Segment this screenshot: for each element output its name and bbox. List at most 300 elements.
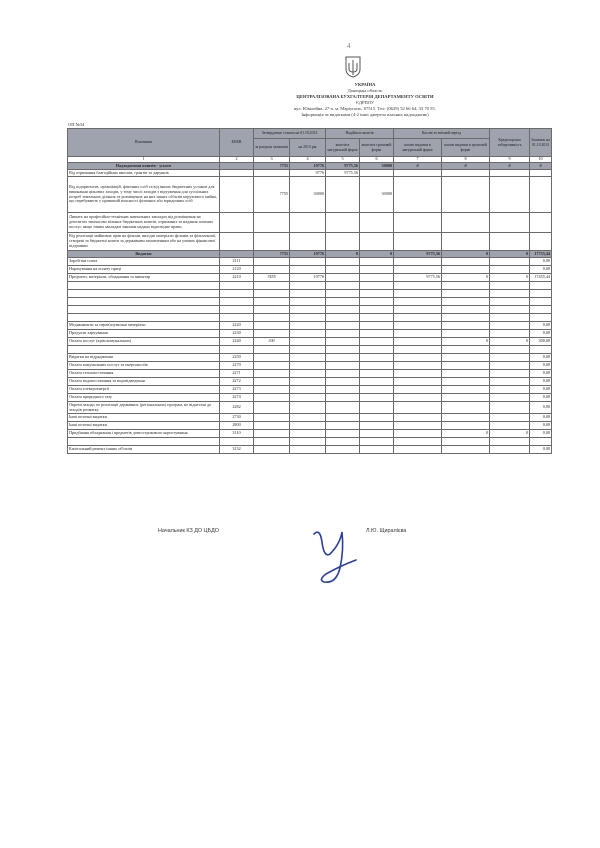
table-cell xyxy=(326,378,360,386)
col-header-sp-a: касові видатки в натуральній формі xyxy=(394,139,442,157)
table-cell xyxy=(254,414,290,422)
table-cell xyxy=(394,394,442,402)
header-code: ЄДРПОУ xyxy=(355,100,375,105)
table-cell xyxy=(394,386,442,394)
table-cell: 0 xyxy=(490,338,530,346)
table-cell xyxy=(530,177,552,213)
header-region: Донецька область xyxy=(347,88,383,93)
income-row xyxy=(68,213,552,233)
table-cell xyxy=(326,322,360,330)
row-label: Інші поточні видатки xyxy=(68,422,220,430)
table-cell xyxy=(394,213,442,233)
table-cell: 7755 xyxy=(254,163,290,170)
blank-row xyxy=(68,290,552,298)
kekv-code xyxy=(220,306,254,314)
table-cell xyxy=(394,414,442,422)
table-cell xyxy=(442,314,490,322)
table-cell xyxy=(360,170,394,177)
table-cell: 0 xyxy=(442,274,490,282)
table-cell xyxy=(254,370,290,378)
kekv-code: 2111 xyxy=(220,258,254,266)
table-cell xyxy=(290,346,326,354)
table-cell: 0 xyxy=(490,163,530,170)
blank-row xyxy=(68,306,552,314)
table-cell xyxy=(326,274,360,282)
table-cell xyxy=(442,394,490,402)
table-cell xyxy=(442,306,490,314)
table-cell xyxy=(394,430,442,438)
expense-row xyxy=(68,362,552,370)
table-cell xyxy=(254,346,290,354)
col-header-sp-b: касові видатки в грошовій формі xyxy=(442,139,490,157)
table-cell xyxy=(326,338,360,346)
col-header-plan-b: на 2013 рік xyxy=(290,139,326,157)
table-cell xyxy=(394,378,442,386)
table-cell xyxy=(290,370,326,378)
col-header-name: Показники xyxy=(68,129,220,157)
coat-of-arms-icon xyxy=(344,56,362,78)
table-cell xyxy=(394,438,442,446)
table-cell xyxy=(326,346,360,354)
table-cell xyxy=(490,282,530,290)
header-org: ЦЕНТРАЛІЗОВАНА БУХГАЛТЕРІЯ ДЕПАРТАМЕНТУ ОСВІТИ xyxy=(296,94,434,99)
table-cell xyxy=(490,362,530,370)
table-cell: 0 xyxy=(490,274,530,282)
table-cell: 0,00 xyxy=(530,370,552,378)
table-cell xyxy=(220,170,254,177)
table-cell xyxy=(326,362,360,370)
table-cell xyxy=(530,282,552,290)
table-cell xyxy=(490,354,530,362)
table-cell xyxy=(290,422,326,430)
kekv-code: 2272 xyxy=(220,378,254,386)
form-code: ОП №34 xyxy=(68,122,85,127)
table-cell: 0 xyxy=(442,163,490,170)
table-cell xyxy=(254,306,290,314)
table-cell: 0 xyxy=(442,338,490,346)
table-cell xyxy=(254,362,290,370)
table-cell: 0,00 xyxy=(530,422,552,430)
table-cell xyxy=(254,354,290,362)
expense-row xyxy=(68,370,552,378)
table-cell: 7755 xyxy=(254,251,290,258)
table-cell xyxy=(290,446,326,454)
table-cell xyxy=(360,314,394,322)
row-label: Продукти харчування xyxy=(68,330,220,338)
table-cell xyxy=(326,402,360,414)
col-number: 3 xyxy=(254,157,290,163)
kekv-code: 3110 xyxy=(220,430,254,438)
row-label: Видатки на відрядження xyxy=(68,354,220,362)
table-cell: 0,00 xyxy=(530,258,552,266)
kekv-code: 2800 xyxy=(220,422,254,430)
table-cell xyxy=(254,386,290,394)
header-address: вул. Ювілейна, 27-а, м. Маріуполь, 87515. Тел: (0629) 52 66 64, 33 70 55. xyxy=(294,106,436,111)
table-cell xyxy=(394,290,442,298)
table-cell xyxy=(490,306,530,314)
table-cell xyxy=(394,330,442,338)
table-cell: 0 xyxy=(326,251,360,258)
table-cell xyxy=(326,282,360,290)
expense-section-row xyxy=(68,251,552,258)
signature-mark xyxy=(300,520,370,590)
table-cell: 0 xyxy=(394,163,442,170)
col-number: 6 xyxy=(360,157,394,163)
table-cell: 9775,56 xyxy=(326,170,360,177)
blank-row xyxy=(68,298,552,306)
row-label: Нарахування на оплату праці xyxy=(68,266,220,274)
kekv-code xyxy=(220,282,254,290)
row-label: Лишать на професійно-технічних навчальних закладах від розміщення на депозитах тимчасово вільних бюджетних коштів, отриманих за надання платних послуг, якщо таким закладам законом надано відповідне право; xyxy=(68,213,220,233)
table-cell xyxy=(360,322,394,330)
table-cell: 0,00 xyxy=(530,414,552,422)
table-cell xyxy=(290,414,326,422)
table-cell xyxy=(394,322,442,330)
col-header-rec-a: коштів в натуральній формі xyxy=(326,139,360,157)
table-cell xyxy=(442,233,490,251)
table-cell xyxy=(442,370,490,378)
table-cell xyxy=(490,446,530,454)
col-header-received: Надійшло коштів xyxy=(326,129,394,139)
table-cell xyxy=(394,170,442,177)
table-cell xyxy=(360,274,394,282)
table-cell xyxy=(490,213,530,233)
blank-row xyxy=(68,314,552,322)
table-cell xyxy=(530,290,552,298)
table-cell xyxy=(290,322,326,330)
table-cell xyxy=(290,386,326,394)
expense-section-label: Видатки xyxy=(68,251,220,258)
table-cell: 7755 xyxy=(254,177,290,213)
expense-row xyxy=(68,274,552,282)
row-label: Оплата послуг (крім комунальних) xyxy=(68,338,220,346)
kekv-code: 2210 xyxy=(220,274,254,282)
table-cell xyxy=(290,354,326,362)
table-cell xyxy=(442,266,490,274)
table-cell xyxy=(442,282,490,290)
table-cell xyxy=(254,282,290,290)
table-cell xyxy=(442,258,490,266)
row-label: Придбання обладнання і предметів довгострокового користування xyxy=(68,430,220,438)
table-cell xyxy=(360,394,394,402)
table-cell xyxy=(290,362,326,370)
col-number: 1 xyxy=(68,157,220,163)
income-row xyxy=(68,233,552,251)
table-cell: 0 xyxy=(490,430,530,438)
expense-row xyxy=(68,258,552,266)
table-cell: 19776 xyxy=(290,274,326,282)
table-cell xyxy=(290,338,326,346)
expense-row xyxy=(68,378,552,386)
table-cell xyxy=(530,213,552,233)
table-cell xyxy=(530,298,552,306)
table-cell xyxy=(442,422,490,430)
table-cell: 0 xyxy=(442,430,490,438)
table-cell xyxy=(360,306,394,314)
table-cell xyxy=(326,354,360,362)
table-cell xyxy=(442,438,490,446)
table-cell xyxy=(254,430,290,438)
table-cell xyxy=(530,233,552,251)
table-cell: 30000 xyxy=(360,163,394,170)
col-header-credit: Кредиторська заборгованість xyxy=(490,129,530,157)
table-cell xyxy=(490,394,530,402)
table-cell xyxy=(326,330,360,338)
header-country: УКРАЇНА xyxy=(354,82,376,87)
table-cell xyxy=(290,266,326,274)
table-cell xyxy=(326,422,360,430)
row-label xyxy=(68,346,220,354)
row-label: Оплата електроенергії xyxy=(68,386,220,394)
col-header-plan-a: за рахунок залишків xyxy=(254,139,290,157)
table-cell xyxy=(442,346,490,354)
kekv-code: 2120 xyxy=(220,266,254,274)
table-body xyxy=(68,157,552,454)
col-header-kekv: КЕКВ xyxy=(220,129,254,157)
table-cell xyxy=(442,378,490,386)
table-cell xyxy=(290,438,326,446)
kekv-code: 2730 xyxy=(220,414,254,422)
expenditure-table xyxy=(67,128,552,454)
row-label: Предмети, матеріали, обладнання та інвентар xyxy=(68,274,220,282)
document-header xyxy=(240,82,490,118)
table-cell xyxy=(290,298,326,306)
table-cell xyxy=(326,306,360,314)
row-label: Від реалізації майнових прав на фільми, вихідні матеріали фільмів та фільмокопії, створені за бюджетні кошти за державним замовленням або на умовах фінансової підтримки xyxy=(68,233,220,251)
table-cell xyxy=(326,266,360,274)
table-cell xyxy=(490,258,530,266)
footer-signatory: Л.Ю. Щиралієва xyxy=(366,528,407,534)
table-cell xyxy=(360,290,394,298)
row-label: Оплата комунальних послуг та енергоносіїв xyxy=(68,362,220,370)
table-cell xyxy=(360,233,394,251)
table-cell xyxy=(394,338,442,346)
table-cell xyxy=(360,430,394,438)
row-label: Заробітна плата xyxy=(68,258,220,266)
col-header-balance: Залишок на 01.10.2013 xyxy=(530,129,552,157)
table-cell xyxy=(530,346,552,354)
table-cell xyxy=(360,338,394,346)
table-cell: 0,00 xyxy=(530,330,552,338)
kekv-code: 2271 xyxy=(220,370,254,378)
table-cell xyxy=(490,402,530,414)
table-cell: 0 xyxy=(442,251,490,258)
table-cell xyxy=(326,386,360,394)
table-cell xyxy=(254,170,290,177)
table-cell xyxy=(326,258,360,266)
row-label xyxy=(68,314,220,322)
table-cell xyxy=(530,170,552,177)
table-cell xyxy=(490,233,530,251)
col-header-spent: Касові за звітний період xyxy=(394,129,490,139)
table-cell xyxy=(326,177,360,213)
table-cell xyxy=(326,213,360,233)
table-cell: 0,00 xyxy=(530,354,552,362)
table-cell xyxy=(394,422,442,430)
footer-position: Начальник КЗ ДО ЦБДО xyxy=(158,528,219,534)
table-cell xyxy=(254,266,290,274)
table-cell xyxy=(290,213,326,233)
table-cell xyxy=(290,378,326,386)
table-cell: 300,00 xyxy=(530,338,552,346)
table-cell xyxy=(394,346,442,354)
table-cell xyxy=(254,446,290,454)
expense-row xyxy=(68,266,552,274)
kekv-code xyxy=(220,346,254,354)
table-cell xyxy=(360,258,394,266)
col-number: 9 xyxy=(490,157,530,163)
table-cell: 17455,44 xyxy=(530,274,552,282)
table-cell xyxy=(490,438,530,446)
table-cell: 19776 xyxy=(290,163,326,170)
table-cell xyxy=(360,402,394,414)
table-cell xyxy=(220,177,254,213)
table-cell xyxy=(326,233,360,251)
table-cell xyxy=(360,298,394,306)
table-cell xyxy=(290,282,326,290)
expense-row xyxy=(68,386,552,394)
table-cell xyxy=(360,346,394,354)
table-cell xyxy=(360,414,394,422)
table-cell xyxy=(490,330,530,338)
expense-row xyxy=(68,354,552,362)
table-cell xyxy=(360,362,394,370)
blank-row xyxy=(68,282,552,290)
table-cell xyxy=(360,378,394,386)
table-cell xyxy=(394,177,442,213)
table-cell xyxy=(442,290,490,298)
table-cell xyxy=(360,354,394,362)
kekv-code xyxy=(220,438,254,446)
table-cell xyxy=(490,298,530,306)
table-cell: 0,00 xyxy=(530,402,552,414)
table-cell xyxy=(254,378,290,386)
table-cell xyxy=(254,394,290,402)
income-section-row xyxy=(68,163,552,170)
table-cell: 9775,56 xyxy=(326,163,360,170)
table-cell xyxy=(326,370,360,378)
table-cell xyxy=(442,177,490,213)
table-cell: 30000 xyxy=(360,177,394,213)
table-cell xyxy=(490,266,530,274)
table-cell: 0,00 xyxy=(530,430,552,438)
table-cell: 0,00 xyxy=(530,322,552,330)
expense-row xyxy=(68,394,552,402)
table-cell: 0,00 xyxy=(530,362,552,370)
table-cell xyxy=(394,298,442,306)
table-cell xyxy=(254,213,290,233)
table-cell xyxy=(394,354,442,362)
header-subtitle: Інформація за видатками (4-2 інші джерела власних надходжень) xyxy=(301,112,429,117)
col-number: 10 xyxy=(530,157,552,163)
col-number: 8 xyxy=(442,157,490,163)
table-cell: 9775,56 xyxy=(394,251,442,258)
col-number: 5 xyxy=(326,157,360,163)
expense-row xyxy=(68,446,552,454)
table-cell xyxy=(442,354,490,362)
table-cell xyxy=(490,414,530,422)
expense-row xyxy=(68,338,552,346)
table-cell xyxy=(490,370,530,378)
table-cell xyxy=(254,290,290,298)
table-cell xyxy=(290,314,326,322)
table-cell xyxy=(394,258,442,266)
expense-row xyxy=(68,402,552,414)
table-cell xyxy=(442,170,490,177)
table-cell xyxy=(360,386,394,394)
expense-row xyxy=(68,422,552,430)
kekv-code: 2270 xyxy=(220,362,254,370)
table-cell xyxy=(326,298,360,306)
table-cell: 0,00 xyxy=(530,394,552,402)
row-label: Окремі заходи по реалізації державних (регіональних) програм, не віднесені до заходів розвитку xyxy=(68,402,220,414)
table-cell xyxy=(530,306,552,314)
blank-row xyxy=(68,346,552,354)
table-cell: 17755,44 xyxy=(530,251,552,258)
table-cell xyxy=(442,362,490,370)
table-cell xyxy=(442,386,490,394)
col-header-plan: Затверджено станом на 01.10.2013 xyxy=(254,129,326,139)
expense-row xyxy=(68,414,552,422)
table-cell xyxy=(254,233,290,251)
table-cell xyxy=(490,290,530,298)
kekv-code: 3132 xyxy=(220,446,254,454)
table-cell xyxy=(360,438,394,446)
table-cell xyxy=(490,346,530,354)
table-cell: 0,00 xyxy=(530,378,552,386)
table-cell xyxy=(220,213,254,233)
table-cell xyxy=(530,314,552,322)
table-cell xyxy=(254,258,290,266)
table-cell: 0 xyxy=(530,163,552,170)
table-cell xyxy=(254,298,290,306)
table-cell xyxy=(490,322,530,330)
table-cell xyxy=(394,282,442,290)
table-cell xyxy=(326,394,360,402)
col-number: 7 xyxy=(394,157,442,163)
table-cell xyxy=(360,282,394,290)
page-mark: 4 xyxy=(347,42,351,50)
table-cell xyxy=(220,251,254,258)
table-cell xyxy=(442,298,490,306)
kekv-code: 2220 xyxy=(220,322,254,330)
table-cell xyxy=(442,213,490,233)
table-cell xyxy=(326,290,360,298)
income-section-label: Надходження коштів - усього xyxy=(68,163,220,170)
table-cell xyxy=(254,438,290,446)
table-cell xyxy=(290,330,326,338)
table-cell: 0,00 xyxy=(530,386,552,394)
table-cell xyxy=(394,446,442,454)
kekv-code xyxy=(220,298,254,306)
kekv-code xyxy=(220,290,254,298)
table-cell xyxy=(220,233,254,251)
table-cell xyxy=(442,414,490,422)
table-cell xyxy=(254,330,290,338)
table-cell xyxy=(442,330,490,338)
table-cell xyxy=(220,163,254,170)
kekv-code: 2240 xyxy=(220,338,254,346)
table-cell xyxy=(490,422,530,430)
table-cell xyxy=(442,402,490,414)
table-cell xyxy=(394,266,442,274)
kekv-code xyxy=(220,314,254,322)
table-cell: 0,00 xyxy=(530,446,552,454)
col-number: 2 xyxy=(220,157,254,163)
table-cell xyxy=(326,414,360,422)
table-cell xyxy=(360,422,394,430)
table-cell xyxy=(442,322,490,330)
